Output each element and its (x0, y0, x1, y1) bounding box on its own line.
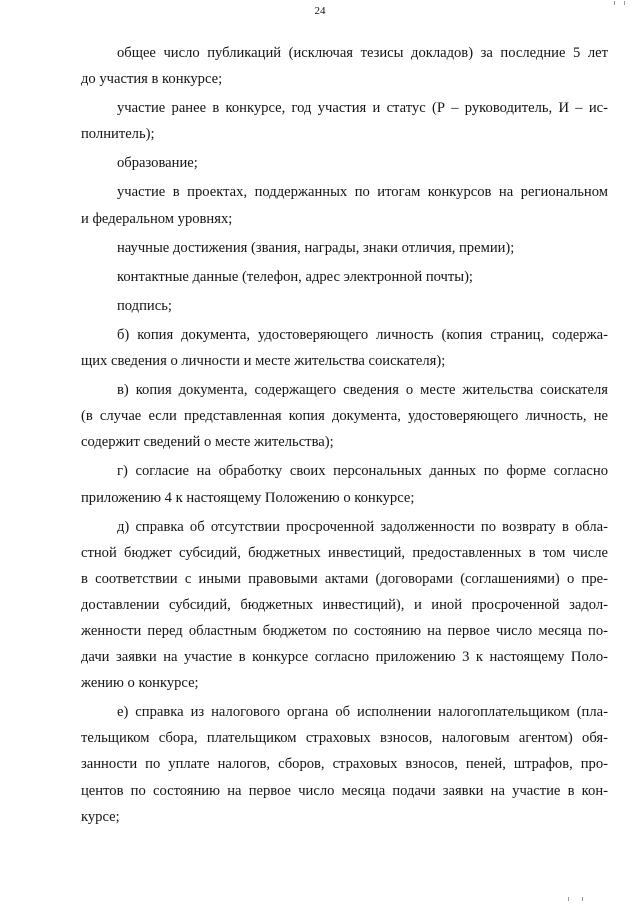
text-line: участие ранее в конкурсе, год участия и статус (Р – руководитель, И – ис- (117, 100, 608, 117)
text-line: общее число публикаций (исключая тезисы докладов) за последние 5 лет (117, 45, 608, 61)
paragraph (81, 293, 608, 319)
text-line: доставлении субсидий, бюджетных инвестиций), и иной просроченной задол- (81, 596, 608, 613)
text-line: жению о конкурсе; (81, 675, 199, 692)
scan-mark-top-right-2 (624, 1, 625, 5)
paragraph (81, 322, 608, 374)
paragraph (81, 235, 608, 261)
scan-mark-top-right (614, 1, 615, 5)
paragraph (81, 458, 608, 510)
text-line: образование; (117, 155, 198, 172)
paragraph (81, 264, 608, 290)
page-number: 24 (314, 5, 326, 17)
text-line: (в случае если представленная копия документа, удостоверяющего личность, не (81, 408, 608, 425)
paragraph (81, 377, 608, 455)
scan-mark-bottom-right (568, 897, 569, 901)
text-line: до участия в конкурсе; (81, 71, 223, 88)
text-line: дачи заявки на участие в конкурсе согласно приложению 3 к настоящему Поло- (81, 649, 608, 666)
text-line: е) справка из налогового органа об исполнении налогоплательщиком (пла- (117, 704, 608, 721)
paragraph (81, 40, 608, 92)
text-line: центов по состоянию на первое число месяца подачи заявки на участие в кон- (81, 782, 608, 799)
text-line: подпись; (117, 297, 172, 314)
text-line: занности по уплате налогов, сборов, страховых взносов, пеней, штрафов, про- (81, 756, 608, 773)
text-line: полнитель); (81, 126, 155, 143)
text-line: щих сведения о личности и месте жительства соискателя); (81, 353, 446, 370)
text-line: женности перед областным бюджетом по состоянию на первое число месяца по- (81, 622, 608, 639)
text-line: в соответствии с иными правовыми актами (договорами (соглашениями) о пре- (81, 570, 608, 587)
text-line: научные достижения (звания, награды, знаки отличия, премии); (117, 239, 515, 256)
text-line: приложению 4 к настоящему Положению о конкурсе; (81, 489, 415, 506)
text-line: д) справка об отсутствии просроченной задолженности по возврату в обла- (117, 518, 608, 535)
paragraph (81, 95, 608, 147)
text-line: тельщиком сбора, плательщиком страховых взносов, налоговым агентом) обя- (81, 730, 608, 747)
paragraph (81, 699, 608, 829)
text-line: курсе; (81, 808, 120, 825)
text-line: участие в проектах, поддержанных по итогам конкурсов на региональном (117, 184, 608, 201)
text-line: содержит сведений о месте жительства); (81, 434, 334, 451)
text-line: стной бюджет субсидий, бюджетных инвестиций, предоставленных в том числе (81, 544, 608, 561)
document-body (81, 40, 608, 833)
text-line: б) копия документа, удостоверяющего личность (копия страниц, содержа- (117, 326, 608, 343)
paragraph (81, 179, 608, 231)
text-line: и федеральном уровнях; (81, 210, 233, 227)
scan-mark-bottom-right-2 (582, 897, 583, 901)
text-line: контактные данные (телефон, адрес электронной почты); (117, 268, 473, 285)
paragraph (81, 514, 608, 697)
text-line: г) согласие на обработку своих персональных данных по форме согласно (117, 463, 608, 480)
paragraph (81, 150, 608, 176)
text-line: в) копия документа, содержащего сведения о месте жительства соискателя (117, 382, 608, 399)
